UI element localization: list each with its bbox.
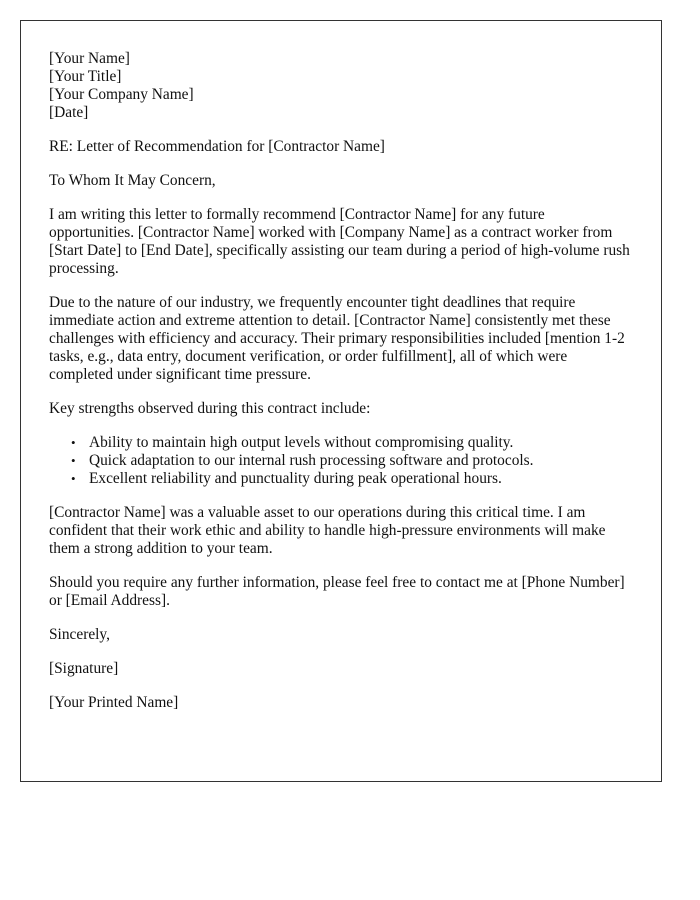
subject-line: RE: Letter of Recommendation for [Contractor Name] <box>49 138 385 155</box>
list-item <box>71 470 633 488</box>
closing: Sincerely, <box>49 626 110 643</box>
list-item <box>71 452 633 470</box>
bullet-icon: • <box>71 453 76 468</box>
signature: [Signature] <box>49 660 119 677</box>
recommendation-letter <box>20 20 662 782</box>
strength-text: Excellent reliability and punctuality during peak operational hours. <box>89 470 502 487</box>
bullet-icon: • <box>71 471 76 486</box>
printed-name: [Your Printed Name] <box>49 694 179 711</box>
strength-text: Ability to maintain high output levels without compromising quality. <box>89 434 514 451</box>
list-item <box>71 434 633 452</box>
salutation: To Whom It May Concern, <box>49 172 216 189</box>
responsibilities-paragraph: Due to the nature of our industry, we frequently encounter tight deadlines that require immediate action and extreme attention to detail. [Contractor Name] consistently met these challenges with efficiency and accuracy. Their primary responsibilities included [mention 1-2 tasks, e.g., data entry, document verification, or order fulfillment], all of which were completed under significant time pressure. <box>49 294 625 383</box>
sender-company: [Your Company Name] <box>49 86 194 103</box>
sender-title: [Your Title] <box>49 68 122 85</box>
bullet-icon: • <box>71 435 76 450</box>
strengths-intro: Key strengths observed during this contract include: <box>49 400 371 417</box>
sender-block <box>49 50 633 122</box>
intro-paragraph: I am writing this letter to formally recommend [Contractor Name] for any future opportunities. [Contractor Name] worked with [Company Name] as a contract worker from [Start Date] to [End Date], specifically assisting our team during a period of high-volume rush processing. <box>49 206 630 277</box>
strength-text: Quick adaptation to our internal rush processing software and protocols. <box>89 452 534 469</box>
sender-name: [Your Name] <box>49 50 130 67</box>
letter-date: [Date] <box>49 104 89 121</box>
endorsement-paragraph: [Contractor Name] was a valuable asset to our operations during this critical time. I am confident that their work ethic and ability to handle high-pressure environments will make them a strong addition to your team. <box>49 504 606 557</box>
strengths-list <box>49 434 633 488</box>
contact-paragraph: Should you require any further information, please feel free to contact me at [Phone Number] or [Email Address]. <box>49 574 625 609</box>
